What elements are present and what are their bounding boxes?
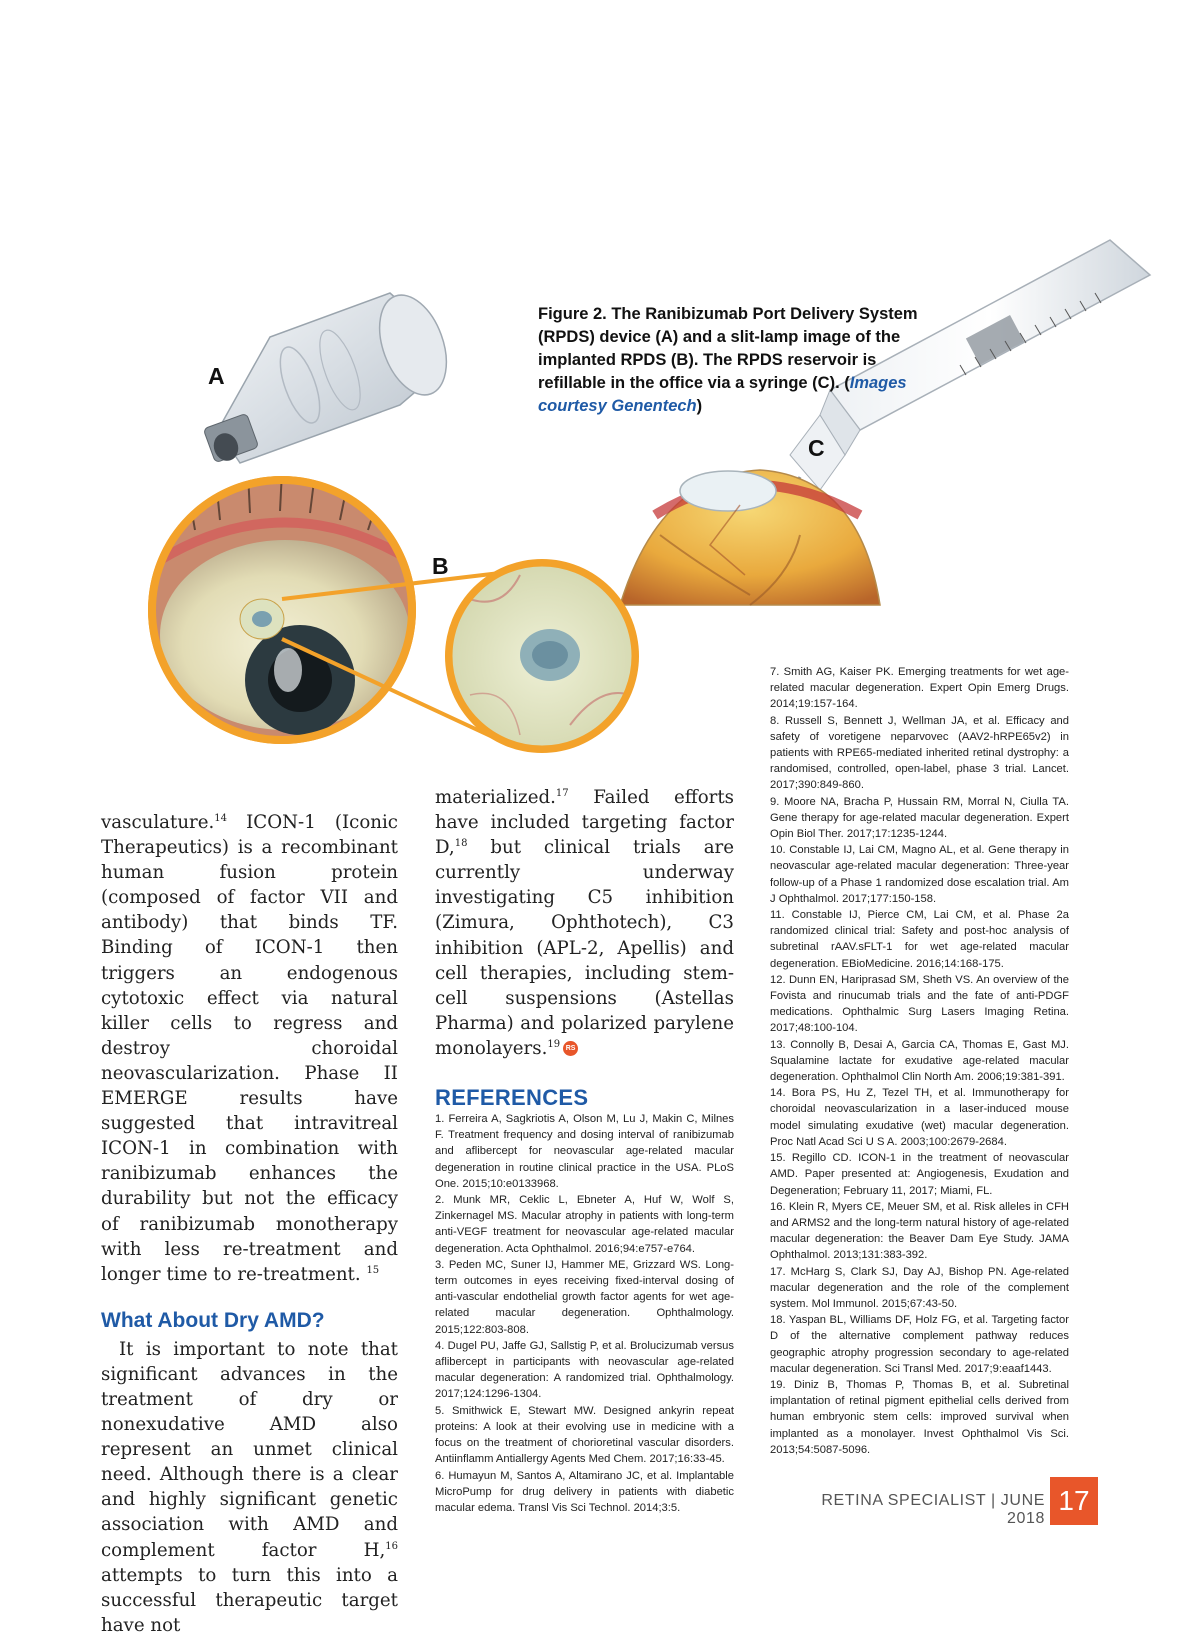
text-run: materialized. xyxy=(435,787,556,808)
reference-item: 19. Diniz B, Thomas P, Thomas B, et al. Subretinal implantation of retinal pigment epithelial cells derived from human embryonic stem cells: improved survival when implanted as a monolayer. Invest Ophthalmol Vis Sci. 2013;54:5087-5096. xyxy=(770,1378,1069,1456)
citation-superscript: 17 xyxy=(555,787,569,799)
body-column-1 xyxy=(101,810,398,1638)
reference-item: 13. Connolly B, Desai A, Garcia CA, Thomas E, Gast MJ. Squalamine lactate for exudative age-related macular degeneration. Ophthalmol Clin North Am. 2006;19:381-391. xyxy=(770,1038,1069,1084)
figure-caption xyxy=(538,303,918,418)
body-column-2 xyxy=(435,785,734,1516)
reference-item: 18. Yaspan BL, Williams DF, Holz FG, et al. Targeting factor D of the alternative complement pathway reduces geographic atrophy progression secondary to age-related macular degeneration. Sci Transl Med. 2017;9:eaaf1443. xyxy=(770,1314,1069,1375)
rpds-device-image xyxy=(203,286,459,464)
reference-item: 15. Regillo CD. ICON-1 in the treatment of neovascular AMD. Paper presented at: Angiogenesis, Exudation and Degeneration; February 11, 2017; Miami, FL. xyxy=(770,1152,1069,1197)
slit-lamp-image xyxy=(140,471,430,755)
references-heading: REFERENCES xyxy=(435,1085,589,1111)
reference-item: 7. Smith AG, Kaiser PK. Emerging treatments for wet age-related macular degeneration. Expert Opin Emerg Drugs. 2014;19:157-164. xyxy=(770,666,1069,711)
end-of-article-mark: RS xyxy=(563,1041,578,1056)
reference-item: 6. Humayun M, Santos A, Altamirano JC, et al. Implantable MicroPump for drug delivery in patients with diabetic macular edema. Transl Vis Sci Technol. 2014;3:5. xyxy=(435,1469,734,1514)
figure-caption-close: ) xyxy=(696,397,703,415)
reference-item: 16. Klein R, Myers CE, Meuer SM, et al. Risk alleles in CFH and ARMS2 and the long-term natural history of age-related macular degeneration: the Beaver Dam Eye Study. JAMA Ophthalmol. 2013;131:383-392. xyxy=(770,1200,1069,1262)
reference-item: 5. Smithwick E, Stewart MW. Designed ankyrin repeat proteins: A look at their evolving use in medicine with a focus on the treatment of chorioretinal vascular disorders. Antiinflamm Antiallergy Agents Med Chem. 2017;16:33-45. xyxy=(435,1404,734,1466)
text-run: attempts to turn this into a successful therapeutic target have not xyxy=(101,1564,398,1636)
reference-item: 8. Russell S, Bennett J, Wellman JA, et al. Efficacy and safety of voretigene neparvovec (AAV2-hRPE65v2) in patients with RPE65-mediated inherited retinal dystrophy: a randomised, controlled, open-label, phase 3 trial. Lancet. 2017;390:849-860. xyxy=(770,714,1069,792)
reference-item: 2. Munk MR, Ceklic L, Ebneter A, Huf W, Wolf S, Zinkernagel MS. Macular atrophy in patients with long-term anti-VEGF treatment for neovascular age-related macular degeneration. Acta Ophthalmol. 2016;94:e757-e764. xyxy=(435,1194,734,1255)
reference-item: 11. Constable IJ, Pierce CM, Lai CM, et al. Phase 2a randomized clinical trial: Safety and post-hoc analysis of subretinal rAAV.sFLT-1 for wet age-related macular degeneration. EBioMedicine. 2016;14:168-175. xyxy=(770,909,1069,970)
reference-item: 12. Dunn EN, Hariprasad SM, Sheth VS. An overview of the Fovista and rinucumab trials and the fate of anti-PDGF medications. Ophthalmic Surg Lasers Imaging Retina. 2017;48:100-104. xyxy=(770,973,1069,1035)
references-list-part-1 xyxy=(435,1111,734,1516)
citation-superscript: 16 xyxy=(385,1540,398,1552)
reference-item: 10. Constable IJ, Lai CM, Magno AL, et al. Gene therapy in neovascular age-related macular degeneration: Three-year follow-up of a Phase 1 randomized dose escalation trial. Am J Ophthalmol. 2017;177:150-158. xyxy=(770,844,1069,905)
reference-item: 3. Peden MC, Suner IJ, Hammer ME, Grizzard WS. Long-term outcomes in eyes receiving fixed-interval dosing of anti-vascular endothelial growth factor agents for wet age-related macular degeneration. Ophthalmology. 2015;122:803-808. xyxy=(435,1258,734,1336)
text-run: but clinical trials are currently underway investigating C5 inhibition (Zimura, Ophthotech), C3 inhibition (APL-2, Apellis) and cell therapies, including stem-cell suspensions (Astellas Pharma) and polarized parylene monolayers. xyxy=(435,837,734,1059)
reference-item: 9. Moore NA, Bracha P, Hussain RM, Morral N, Ciulla TA. Gene therapy for age-related macular degeneration. Expert Opin Biol Ther. 2017;17:1235-1244. xyxy=(770,795,1069,841)
references-list-part-2 xyxy=(770,664,1069,1458)
text-run: vasculature. xyxy=(101,812,215,833)
figure-label-b: B xyxy=(432,553,449,579)
paragraph-dry-amd xyxy=(101,1337,398,1638)
reference-item: 1. Ferreira A, Sagkriotis A, Olson M, Lu J, Makin C, Milnes F. Treatment frequency and dosing interval of ranibizumab and aflibercept for neovascular age-related macular degeneration in routine clinical practice in the USA. PLoS One. 2015;10:e0133968. xyxy=(435,1113,734,1190)
paragraph-failed-efforts xyxy=(435,785,734,1061)
reference-item: 14. Bora PS, Hu Z, Tezel TH, et al. Immunotherapy for choroidal neovascularization in a laser-induced mouse model simulating exudative (wet) macular degeneration. Proc Natl Acad Sci U S A. 2003;100:2679-2684. xyxy=(770,1087,1069,1148)
publication-footer: RETINA SPECIALIST | JUNE 2018 xyxy=(821,1492,1045,1527)
text-run: Failed efforts have included targeting factor D, xyxy=(435,787,734,859)
text-run: ICON-1 (Iconic Therapeutics) is a recombinant human fusion protein (composed of factor VII and antibody) that binds TF. Binding of ICON-1 then triggers an endogenous cytotoxic effect via natural killer cells to regress and destroy choroidal neovascularization. Phase II EMERGE results have suggested that intravitreal ICON-1 in combination with ranibizumab enhances the durability but not the efficacy of ranibizumab monotherapy with less re-treatment and longer time to re-treatment. xyxy=(101,812,398,1285)
citation-superscript: 19 xyxy=(547,1038,561,1050)
reference-item: 17. McHarg S, Clark SJ, Day AJ, Bishop PN. Age-related macular degeneration and the role of the complement system. Mol Immunol. 2015;67:43-50. xyxy=(770,1265,1069,1310)
citation-superscript: 18 xyxy=(454,838,468,850)
references-column-3 xyxy=(770,664,1069,1458)
section-heading-dry-amd: What About Dry AMD? xyxy=(101,1308,325,1332)
paragraph-icon1 xyxy=(101,810,398,1287)
citation-superscript: 15 xyxy=(366,1264,380,1276)
figure-label-a: A xyxy=(208,363,225,389)
reference-item: 4. Dugel PU, Jaffe GJ, Sallstig P, et al. Brolucizumab versus aflibercept in participants with neovascular age-related macular degeneration: A randomized trial. Ophthalmology. 2017;124:1296-1304. xyxy=(435,1339,734,1401)
text-run: It is important to note that significant advances in the treatment of dry or nonexudative AMD also represent an unmet clinical need. Although there is a clear and highly significant genetic association with AMD and complement factor H, xyxy=(101,1338,398,1561)
page-number: 17 xyxy=(1050,1477,1098,1525)
figure-label-c: C xyxy=(808,435,825,461)
eye-cross-section-image xyxy=(620,470,880,605)
figure-caption-text: Figure 2. The Ranibizumab Port Delivery System (RPDS) device (A) and a slit-lamp image of the implanted RPDS (B). The RPDS reservoir is refillable in the office via a syringe (C). ( xyxy=(538,305,918,392)
figure-caption-courtesy: Images courtesy Genentech xyxy=(538,374,907,415)
citation-superscript: 14 xyxy=(214,812,228,824)
